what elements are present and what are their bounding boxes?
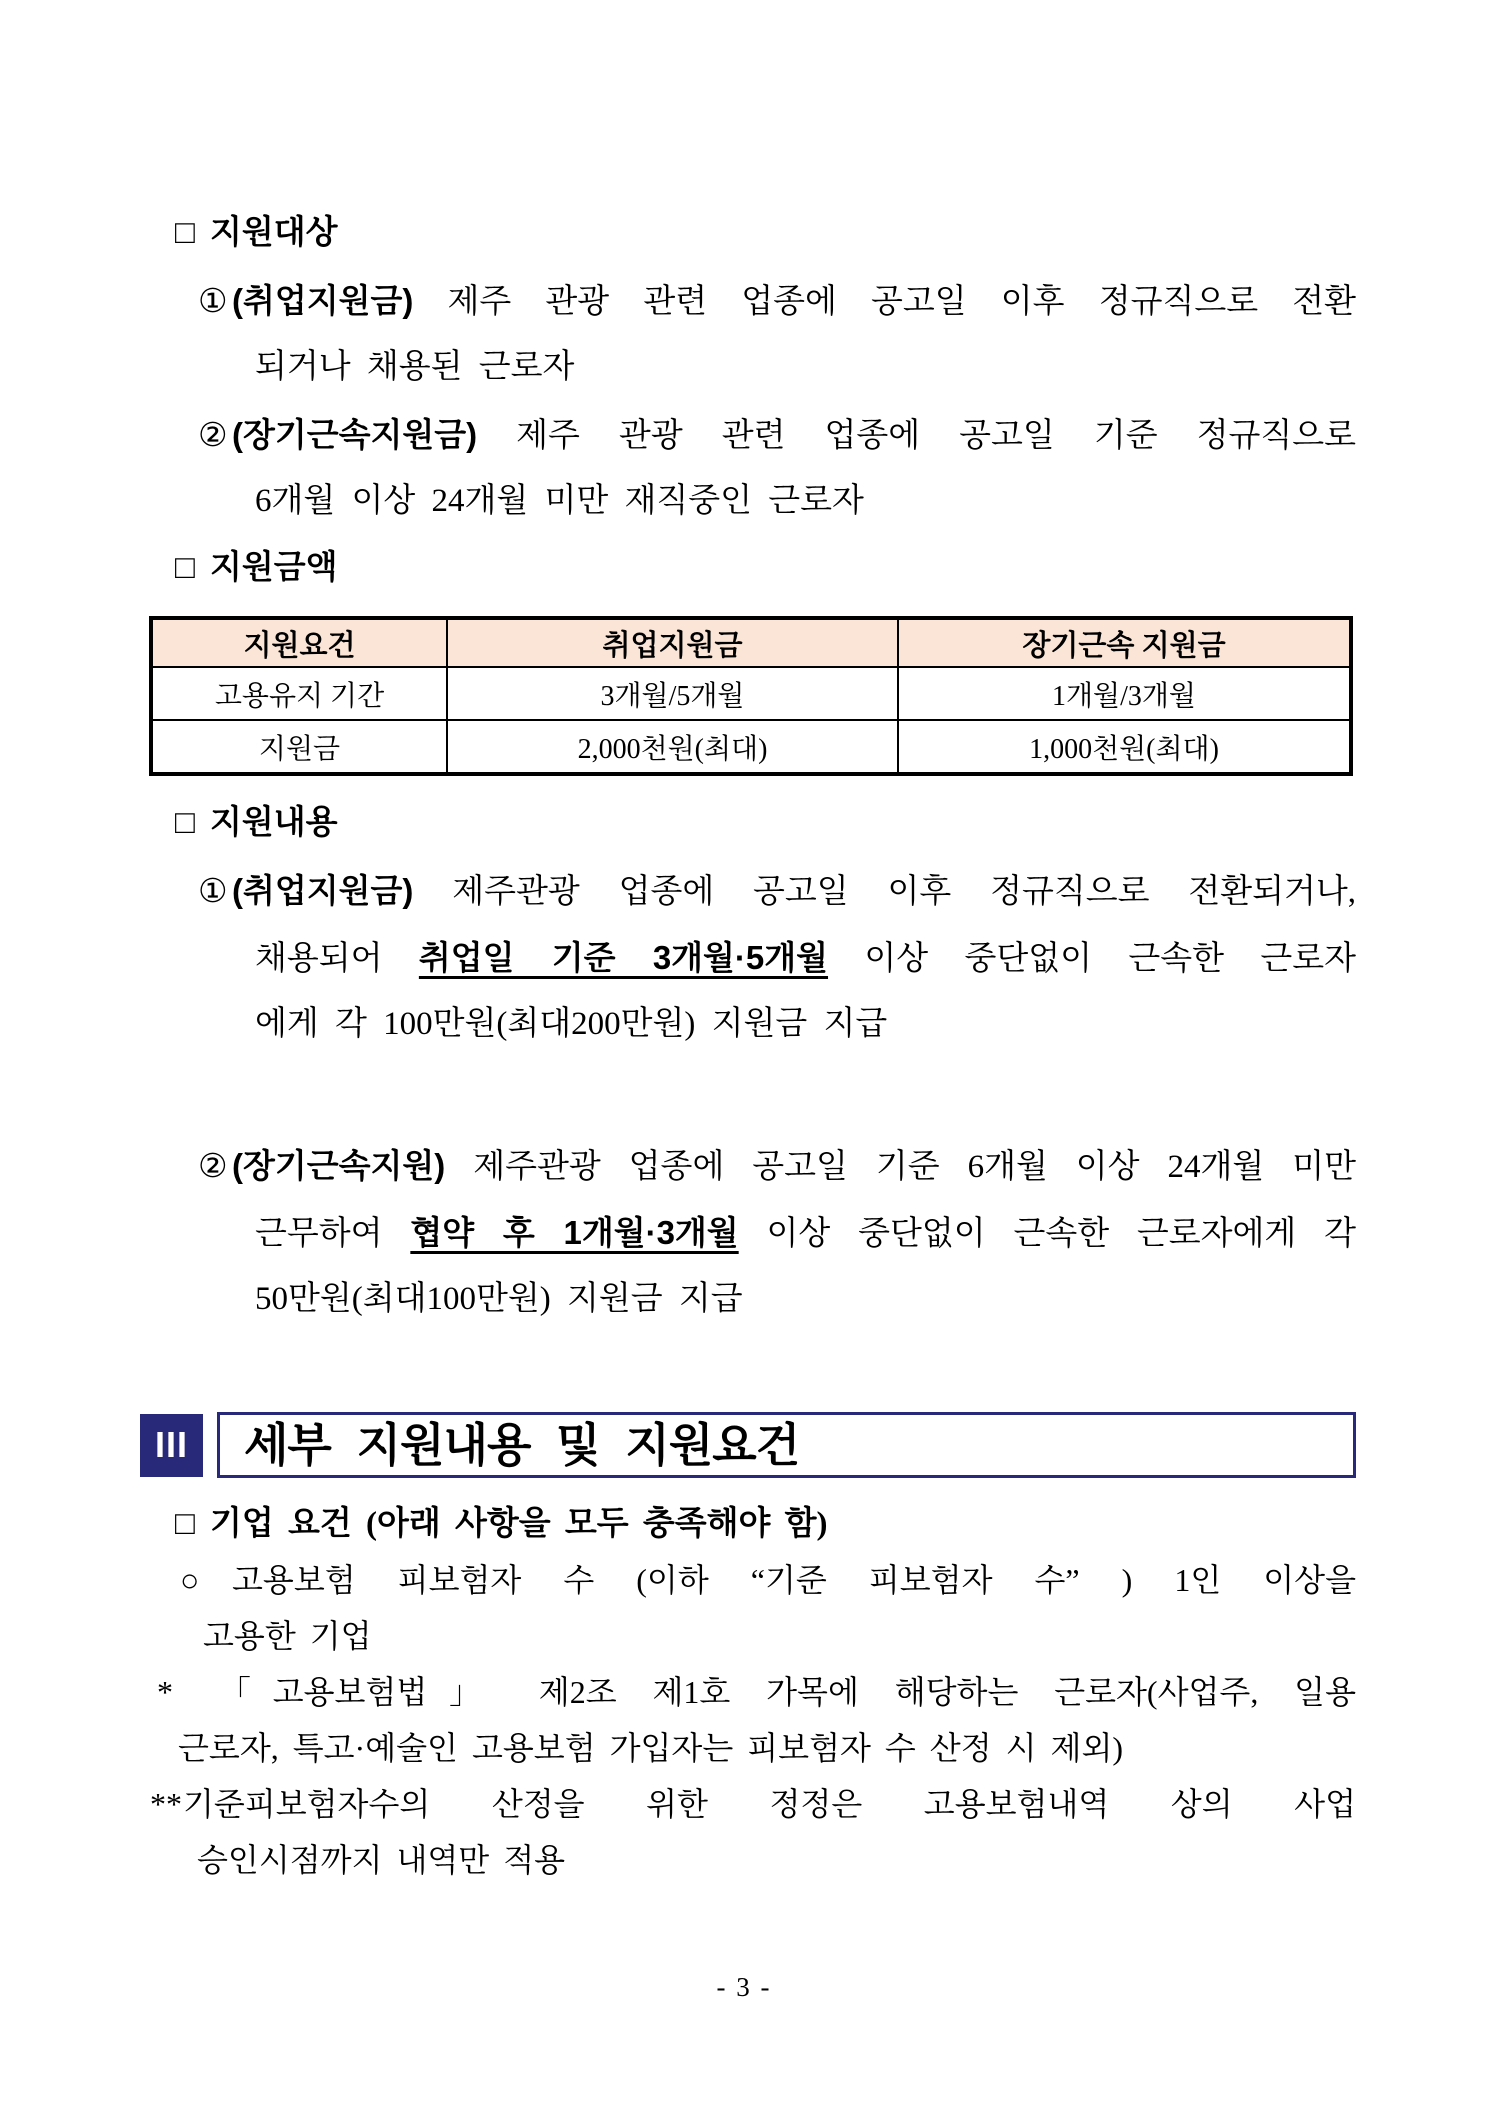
target-item-2-text: 제주 관광 관련 업종에 공고일 기준 정규직으로: [477, 418, 1356, 454]
heading-company-requirement-label: 기업 요건 (아래 사항을 모두 충족해야 함): [210, 1506, 828, 1542]
square-bullet-icon: □: [175, 1506, 195, 1542]
table-row: [151, 667, 1351, 720]
circled-1-icon: ①: [198, 874, 228, 910]
table-cell-retention-period-label: 고용유지 기간: [151, 667, 447, 720]
asterisk-icon: *: [157, 1674, 173, 1710]
support-amount-table: [149, 616, 1353, 776]
content-item-2-line-3: [150, 1266, 1356, 1333]
double-asterisk-icon: **: [150, 1786, 182, 1822]
heading-support-target: [150, 200, 1356, 267]
circled-2-icon: ②: [198, 418, 228, 454]
target-item-2-line-2: [150, 468, 1356, 535]
section-3-title: 세부 지원내용 및 지원요건: [244, 1419, 800, 1471]
content-item-1-text: 제주관광 업종에 공고일 이후 정규직으로 전환되거나,: [413, 874, 1356, 910]
heading-support-target-label: 지원대상: [210, 215, 338, 251]
content-item-2-line-2: [150, 1199, 1356, 1266]
content-item-1-line-3: [150, 991, 1356, 1058]
footnote-2-text-cont: 승인시점까지 내역만 적용: [197, 1842, 566, 1878]
company-bullet-line-1: [150, 1552, 1356, 1608]
footnote-2-text: 기준피보험자수의 산정을 위한 정정은 고용보험내역 상의 사업: [183, 1786, 1356, 1822]
content-item-1-label: (취업지원금): [232, 872, 414, 909]
target-item-1-text-cont: 되거나 채용된 근로자: [255, 349, 575, 385]
footnote-1-text-cont: 근로자, 특고·예술인 고용보험 가입자는 피보험자 수 산정 시 제외): [178, 1730, 1124, 1766]
content-item-2-text: 제주관광 업종에 공고일 기준 6개월 이상 24개월 미만: [445, 1149, 1356, 1185]
target-item-1-line-1: [150, 267, 1356, 334]
footnote-1-line-1: [150, 1664, 1356, 1720]
company-bullet-line-2: [150, 1608, 1356, 1664]
company-bullet-text-cont: 고용한 기업: [203, 1618, 372, 1654]
heading-support-content-label: 지원내용: [210, 805, 338, 841]
circle-bullet-icon: ○: [180, 1562, 200, 1598]
square-bullet-icon: □: [175, 215, 195, 251]
table-cell-grant-emp: 2,000천원(최대): [447, 720, 898, 774]
target-item-1-text: 제주 관광 관련 업종에 공고일 이후 정규직으로 전환: [413, 284, 1356, 320]
table-cell-retention-period-long: 1개월/3개월: [898, 667, 1351, 720]
heading-support-amount: [150, 535, 1356, 602]
content-item-1-line-1: [150, 857, 1356, 924]
square-bullet-icon: □: [175, 805, 195, 841]
section-3-numeral-badge: III: [140, 1414, 203, 1477]
page-number: - 3 -: [716, 1972, 772, 2002]
table-cell-grant-long: 1,000천원(최대): [898, 720, 1351, 774]
content-item-2-line-1: [150, 1132, 1356, 1199]
document-body: [150, 200, 1356, 1888]
target-item-1-label: (취업지원금): [232, 282, 414, 319]
content-item-2-text-post: 이상 중단없이 근속한 근로자에게 각: [738, 1216, 1356, 1252]
content-item-2-text-end: 50만원(최대100만원) 지원금 지급: [255, 1281, 743, 1317]
footnote-2-line-1: [150, 1776, 1356, 1832]
table-cell-grant-label: 지원금: [151, 720, 447, 774]
table-header-row: [151, 618, 1351, 667]
content-item-2-label: (장기근속지원): [232, 1147, 446, 1184]
section-3-title-box: [217, 1412, 1356, 1478]
target-item-2-label: (장기근속지원금): [232, 416, 478, 453]
circled-2-icon: ②: [198, 1149, 228, 1185]
target-item-1-line-2: [150, 334, 1356, 401]
circled-1-icon: ①: [198, 284, 228, 320]
content-item-1-underlined-phrase: 취업일 기준 3개월·5개월: [418, 939, 829, 976]
content-item-1-text-end: 에게 각 100만원(최대200만원) 지원금 지급: [255, 1006, 888, 1042]
company-bullet-text: 고용보험 피보험자 수 (이하 “기준 피보험자 수” ) 1인 이상을: [232, 1562, 1356, 1598]
footnote-1-line-2: [150, 1720, 1356, 1776]
table-row: [151, 720, 1351, 774]
heading-support-amount-label: 지원금액: [210, 550, 338, 586]
table-header-longterm-grant: 장기근속 지원금: [898, 618, 1351, 667]
content-item-1-text-post: 이상 중단없이 근속한 근로자: [828, 941, 1356, 977]
content-item-1-text-pre: 채용되어: [255, 941, 419, 977]
target-item-2-text-cont: 6개월 이상 24개월 미만 재직중인 근로자: [255, 483, 864, 519]
target-item-2-line-1: [150, 401, 1356, 468]
footnote-1-text: 「고용보험법」 제2조 제1호 가목에 해당하는 근로자(사업주, 일용: [197, 1674, 1356, 1710]
content-item-2-underlined-phrase: 협약 후 1개월·3개월: [410, 1214, 739, 1251]
table-cell-retention-period-emp: 3개월/5개월: [447, 667, 898, 720]
section-3-banner: [140, 1412, 1356, 1478]
table-header-employment-grant: 취업지원금: [447, 618, 898, 667]
heading-company-requirement: [150, 1496, 1356, 1552]
table-header-requirement: 지원요건: [151, 618, 447, 667]
content-item-1-line-2: [150, 924, 1356, 991]
content-item-2-text-pre: 근무하여: [255, 1216, 411, 1252]
heading-support-content: [150, 790, 1356, 857]
footnote-2-line-2: [150, 1832, 1356, 1888]
square-bullet-icon: □: [175, 550, 195, 586]
